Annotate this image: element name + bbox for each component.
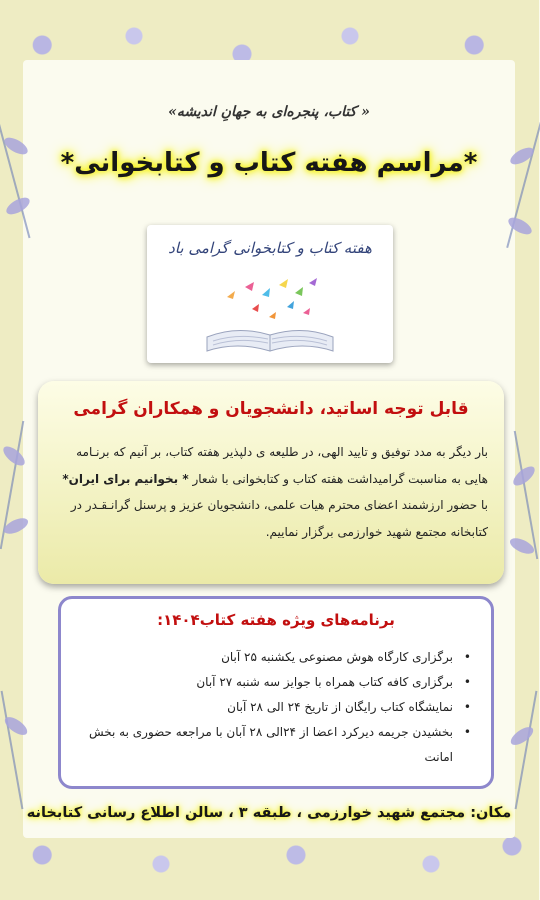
open-book-butterflies-icon	[148, 225, 394, 363]
list-item: • برگزاری کارگاه هوش مصنوعی یکشنبه ۲۵ آبان	[80, 645, 472, 670]
notice-heading: قابل توجه اساتید، دانشجویان و همکاران گرامی	[74, 399, 470, 419]
notice-box	[39, 381, 505, 584]
book-week-image	[148, 225, 394, 363]
list-item: • بخشیدن جریمه دیرکرد اعضا از ۲۴الی ۲۸ آبان با مراجعه حضوری به بخش امانت	[80, 720, 472, 770]
notice-line: بار دیگر به مدد توفیق و تایید الهی، در طلیعه ی دلپذیر هفته کتاب، بر آنیم که برنـامه	[77, 445, 489, 459]
notice-line-text: هایی به مناسبت گرامیداشت هفته کتاب و کتابخوانی با شعار	[193, 471, 489, 486]
list-item: • نمایشگاه کتاب رایگان از تاریخ ۲۴ الی ۲۸ آبان	[80, 695, 472, 720]
programs-list	[80, 645, 472, 770]
notice-text	[57, 439, 489, 545]
tagline: « کتاب، پنجره‌ای به جهانِ اندیشه»	[169, 104, 371, 120]
programs-box	[59, 596, 495, 789]
location-text: مکان: مجتمع شهید خوارزمی ، طبقه ۳ ، سالن اطلاع رسانی کتابخانه	[27, 805, 513, 821]
image-caption: هفته کتاب و کتابخوانی گرامی باد	[169, 239, 373, 257]
slogan: * بخوانیم برای ایران*	[63, 471, 190, 486]
list-item: • برگزاری کافه کتاب همراه با جوایز سه شنبه ۲۷ آبان	[80, 670, 472, 695]
programs-heading: برنامه‌های ویژه هفته کتاب۱۴۰۴:	[158, 611, 396, 629]
notice-line: با حضور ارزشمند اعضای محترم هیات علمی، دانشجویان عزیز و پرسنل گرانـقـدر در	[71, 498, 489, 512]
notice-line: کتابخانه مجتمع شهید خوارزمی برگزار نماییم.	[266, 524, 489, 539]
page-title: *مراسم هفته کتاب و کتابخوانی*	[61, 148, 479, 178]
notice-line	[57, 466, 489, 493]
